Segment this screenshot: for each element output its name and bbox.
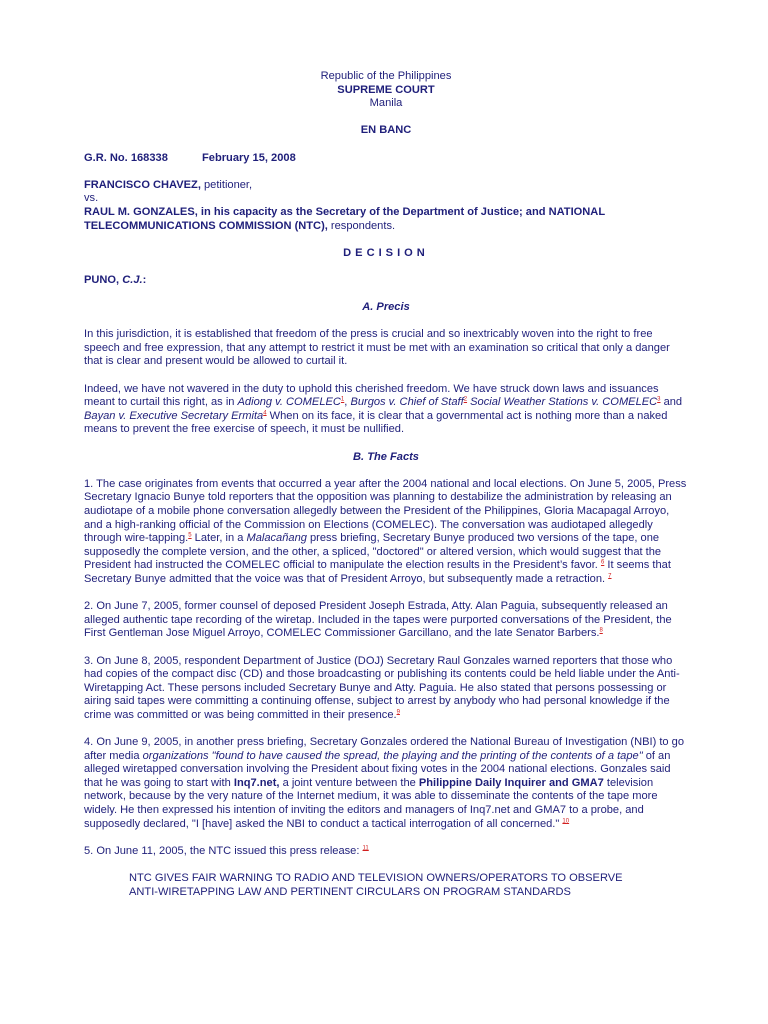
footnote-link-10[interactable]: 10 <box>562 817 570 824</box>
text-span: a joint venture between the <box>279 776 419 789</box>
malacanang-term: Malacañang <box>246 532 307 545</box>
fact-paragraph-3 <box>84 655 688 723</box>
footnote-link-9[interactable]: 9 <box>396 709 400 716</box>
ponente-colon: : <box>142 273 147 286</box>
republic-line: Republic of the Philippines <box>320 70 452 82</box>
decision-title: DECISION <box>343 246 429 259</box>
ponente-line <box>84 274 688 288</box>
inq7-name: Inq7.net, <box>233 776 280 789</box>
text-span: It seems that Secretary Bunye admitted that the voice was that of President Arroyo, but subsequently made a retraction. <box>84 559 671 585</box>
case-citation-sws: Social Weather Stations v. COMELEC <box>470 396 658 409</box>
text-span: 1. The case originates from events that occurred a year after the 2004 national and local elections. On June 5, 2005, Press Secretary Ignacio Bunye told reporters that the opposition was planning to destabilize the administration by releasing an audiotape of a mobile phone conversation allegedly between the President of the Philippines, Gloria Macapagal Arroyo, and a high-ranking official of the Commission on Elections (COMELEC). The conversation was audiotaped allegedly through wire-tapping. <box>84 477 687 545</box>
facts-heading: B. The Facts <box>353 450 419 463</box>
case-number-line <box>84 152 688 166</box>
footnote-link-4[interactable]: 4 <box>263 410 267 417</box>
text-span: When on its face, it is clear that a governmental act is nothing more than a naked means to prevent the free exercise of speech, it must be nullified. <box>84 409 668 436</box>
petitioner-line <box>84 179 688 193</box>
court-header <box>84 70 688 111</box>
text-span: television network, because by the very nature of the Internet medium, it was able to disseminate the contents of the tape more widely. He then expressed his intention of inviting the editors and managers of Inq7.net and GMA7 to a probe, and supposedly declared, "I [have] asked the NBI to conduct a tactical interrogation of all concerned." <box>84 776 658 830</box>
text-span: Indeed, we have not wavered in the duty to uphold this cherished freedom. We have struck down laws and issuances meant to curtail this right, as in <box>84 382 659 409</box>
footnote-link-8[interactable]: 8 <box>599 627 603 634</box>
versus-line: vs. <box>84 192 99 205</box>
city-line: Manila <box>369 97 403 110</box>
fact-paragraph-2 <box>84 600 688 641</box>
footnote-link-3[interactable]: 3 <box>657 396 661 403</box>
petitioner-role: petitioner, <box>200 178 253 191</box>
precis-paragraph-2 <box>84 383 688 437</box>
text-span: Later, in a <box>191 532 247 545</box>
text-span: press briefing, Secretary Bunye produced two versions of the tape, one supposedly the complete version, and the other, a spliced, "doctored" or altered version, which would suggest that the President had instructed the COMELEC official to manipulate the election results in the President’s favor. <box>84 532 662 572</box>
press-release-title: NTC GIVES FAIR WARNING TO RADIO AND TELEVISION OWNERS/OPERATORS TO OBSERVE ANTI-WIRETAPPING LAW AND PERTINENT CIRCULARS ON PROGRAM STANDARDS <box>129 872 623 898</box>
respondent-line <box>84 206 688 233</box>
text-span: 2. On June 7, 2005, former counsel of deposed President Joseph Estrada, Atty. Alan Paguia, subsequently released an alleged authentic tape recording of the wiretap. Included in the tapes were purported conversations of the President, the First Gentleman Jose Miguel Arroyo, COMELEC Commissioner Garcillano, and the late Senator Barbers. <box>84 600 672 640</box>
quoted-organizations: organizations "found to have caused the spread, the playing and the printing of the contents of a tape" <box>142 749 643 762</box>
case-citation-burgos: Burgos v. Chief of Staff <box>350 396 464 409</box>
ponente-name: PUNO, <box>84 273 123 286</box>
footnote-link-7[interactable]: 7 <box>608 573 612 580</box>
text-span: 4. On June 9, 2005, in another press briefing, Secretary Gonzales ordered the National Bureau of Investigation (NBI) to go after media <box>84 736 685 762</box>
precis-paragraph-1: In this jurisdiction, it is established that freedom of the press is crucial and so inextricably woven into the right to free speech and free expression, that any attempt to restrict it must be met with an examination so critical that only a danger that is clear and present would be allowed to curtail it. <box>84 328 670 368</box>
fact-paragraph-5 <box>84 845 688 859</box>
footnote-link-5[interactable]: 5 <box>188 532 192 539</box>
fact-paragraph-4 <box>84 736 688 831</box>
text-span: and <box>660 396 683 409</box>
text-span: , <box>344 396 351 409</box>
respondent-role: respondents. <box>327 219 396 232</box>
text-span: 5. On June 11, 2005, the NTC issued this press release: <box>84 844 363 857</box>
decision-document <box>84 70 688 899</box>
footnote-link-6[interactable]: 6 <box>600 559 605 566</box>
en-banc-heading: EN BANC <box>360 124 412 137</box>
court-name: SUPREME COURT <box>337 83 435 96</box>
ponente-title: C.J. <box>122 273 143 286</box>
case-citation-adiong: Adiong v. COMELEC <box>237 396 341 409</box>
precis-heading: A. Precis <box>362 301 410 314</box>
respondent-names: RAUL M. GONZALES, in his capacity as the Secretary of the Department of Justice; and NATIONAL TELECOMMUNICATIONS COMMISSION (NTC), <box>84 205 605 232</box>
case-parties <box>84 179 688 233</box>
gr-number: G.R. No. 168338 <box>84 151 168 164</box>
footnote-link-11[interactable]: 11 <box>362 845 369 852</box>
petitioner-name: FRANCISCO CHAVEZ, <box>84 178 201 191</box>
fact-paragraph-1 <box>84 478 688 587</box>
text-span: of an alleged wiretapped conversation involving the President about fixing votes in the 2004 national elections. Gonzales said that he was going to start with <box>84 749 671 789</box>
footnote-link-1[interactable]: 1 <box>340 396 345 403</box>
decision-date: February 15, 2008 <box>202 151 296 164</box>
pdi-gma7-name: Philippine Daily Inquirer and GMA7 <box>418 776 604 789</box>
case-citation-bayan: Bayan v. Executive Secretary Ermita <box>84 409 264 422</box>
footnote-link-2[interactable]: 2 <box>463 396 468 403</box>
text-span: 3. On June 8, 2005, respondent Department of Justice (DOJ) Secretary Raul Gonzales warned reporters that those who had copies of the compact disc (CD) and those broadcasting or publishing its contents could be held liable under the Anti-Wiretapping Act. These persons included Secretary Bunye and Atty. Paguia. He also stated that persons possessing or airing said tapes were committing a continuing offense, subject to arrest by anybody who had personal knowledge if the crime was committed or was being committed in their presence. <box>84 654 680 721</box>
